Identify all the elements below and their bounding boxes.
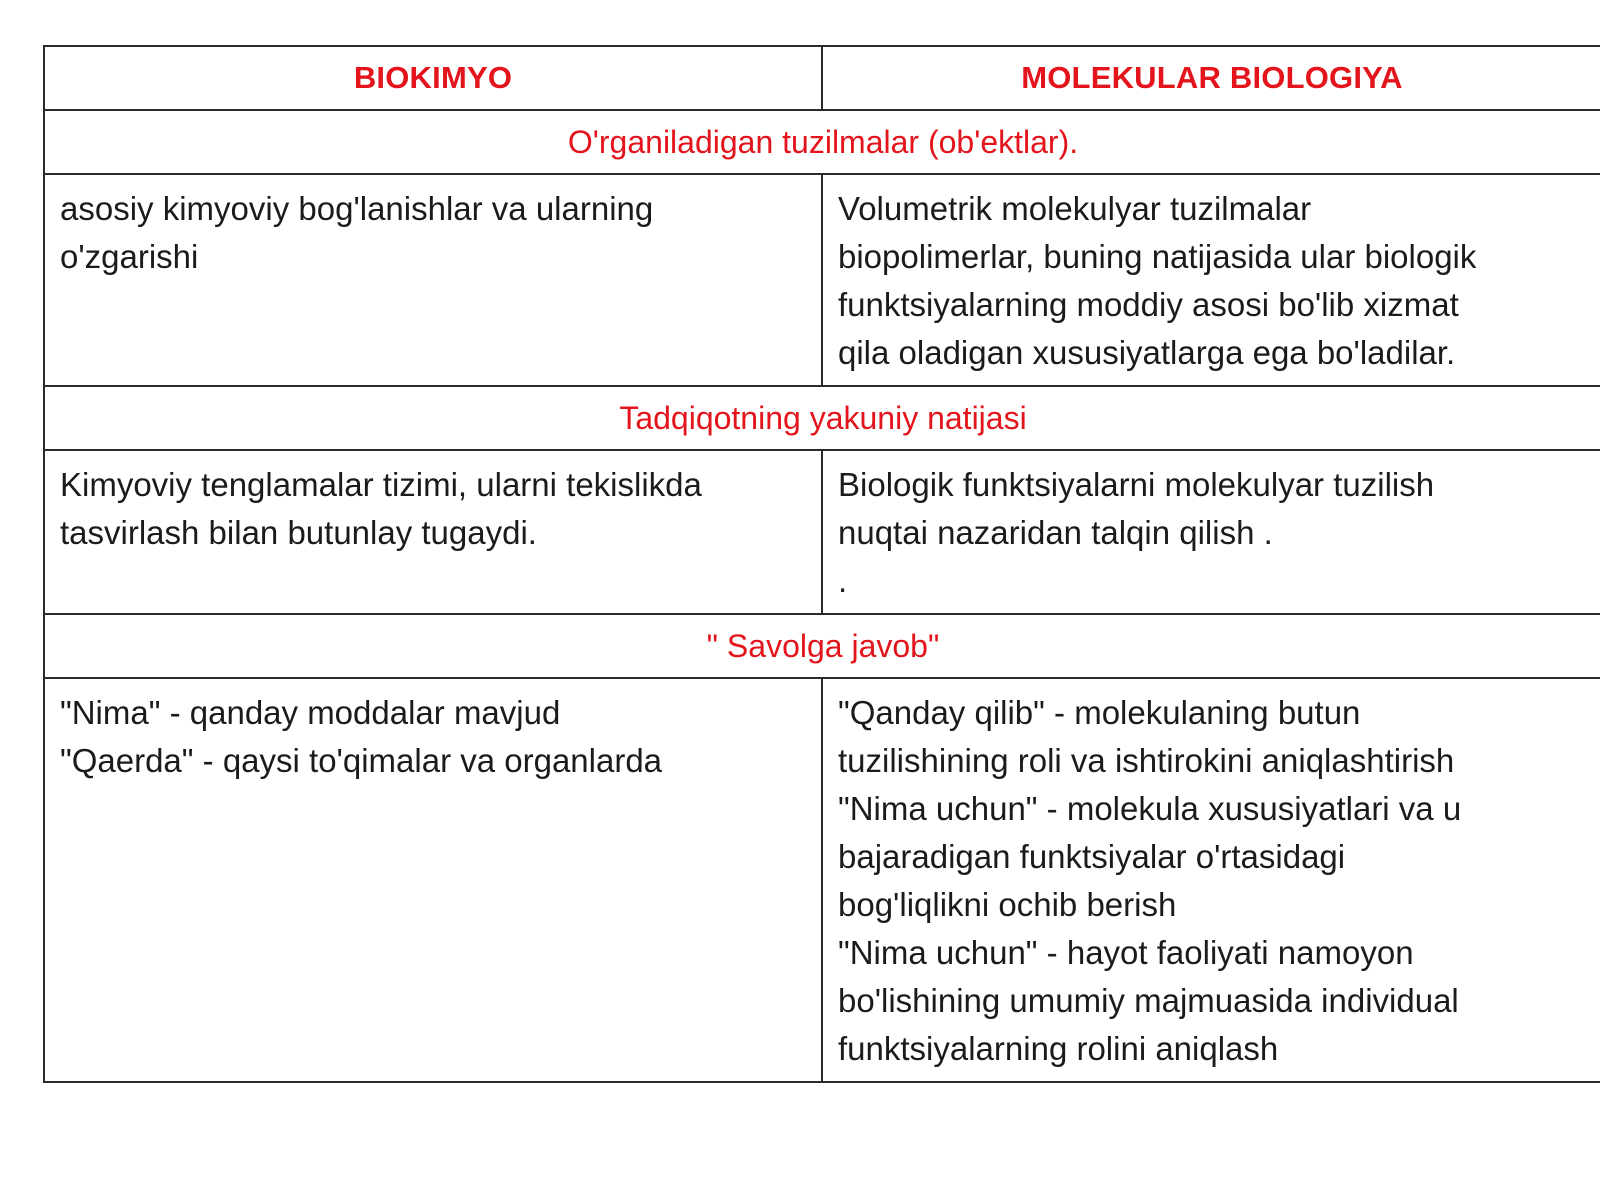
- text-line: o'zgarishi: [60, 238, 199, 275]
- content-row-result: [44, 450, 1600, 614]
- text-line: Volumetrik molekulyar tuzilmalar: [838, 190, 1312, 227]
- column-header-biokimyo: BIOKIMYO: [44, 46, 822, 110]
- text-line: bog'liqlikni ochib berish: [838, 886, 1177, 923]
- text-line: "Nima uchun" - molekula xususiyatlari va u: [838, 790, 1462, 827]
- content-row-answer: [44, 678, 1600, 1082]
- section-title-answer: " Savolga javob": [44, 614, 1600, 678]
- text-line: biopolimerlar, buning natijasida ular biologik: [838, 238, 1477, 275]
- text-line: .: [838, 562, 848, 599]
- text-line: funktsiyalarning moddiy asosi bo'lib xizmat: [838, 286, 1459, 323]
- text-line: "Nima" - qanday moddalar mavjud: [60, 694, 561, 731]
- section-title-objects: O'rganiladigan tuzilmalar (ob'ektlar).: [44, 110, 1600, 174]
- cell-answer-biokimyo: [44, 678, 822, 1082]
- cell-answer-molekular: [822, 678, 1600, 1082]
- text-line: funktsiyalarning rolini aniqlash: [838, 1030, 1279, 1067]
- comparison-table: [43, 45, 1600, 1083]
- text-line: Biologik funktsiyalarni molekulyar tuzilish: [838, 466, 1435, 503]
- header-row: [44, 46, 1600, 110]
- text-line: "Qanday qilib" - molekulaning butun: [838, 694, 1361, 731]
- text-line: tasvirlash bilan butunlay tugaydi.: [60, 514, 537, 551]
- section-title-result: Tadqiqotning yakuniy natijasi: [44, 386, 1600, 450]
- text-line: bo'lishining umumiy majmuasida individual: [838, 982, 1459, 1019]
- text-line: bajaradigan funktsiyalar o'rtasidagi: [838, 838, 1346, 875]
- text-line: "Nima uchun" - hayot faoliyati namoyon: [838, 934, 1414, 971]
- section-row-result: [44, 386, 1600, 450]
- column-header-molekular-biologiya: MOLEKULAR BIOLOGIYA: [822, 46, 1600, 110]
- text-line: "Qaerda" - qaysi to'qimalar va organlarda: [60, 742, 663, 779]
- text-line: Kimyoviy tenglamalar tizimi, ularni tekislikda: [60, 466, 702, 503]
- cell-result-biokimyo: [44, 450, 822, 614]
- text-line: tuzilishining roli va ishtirokini aniqlashtirish: [838, 742, 1455, 779]
- section-row-objects: [44, 110, 1600, 174]
- text-line: asosiy kimyoviy bog'lanishlar va ularning: [60, 190, 654, 227]
- cell-objects-molekular: [822, 174, 1600, 386]
- section-row-answer: [44, 614, 1600, 678]
- cell-objects-biokimyo: [44, 174, 822, 386]
- cell-result-molekular: [822, 450, 1600, 614]
- content-row-objects: [44, 174, 1600, 386]
- text-line: qila oladigan xususiyatlarga ega bo'ladilar.: [838, 334, 1456, 371]
- text-line: nuqtai nazaridan talqin qilish .: [838, 514, 1273, 551]
